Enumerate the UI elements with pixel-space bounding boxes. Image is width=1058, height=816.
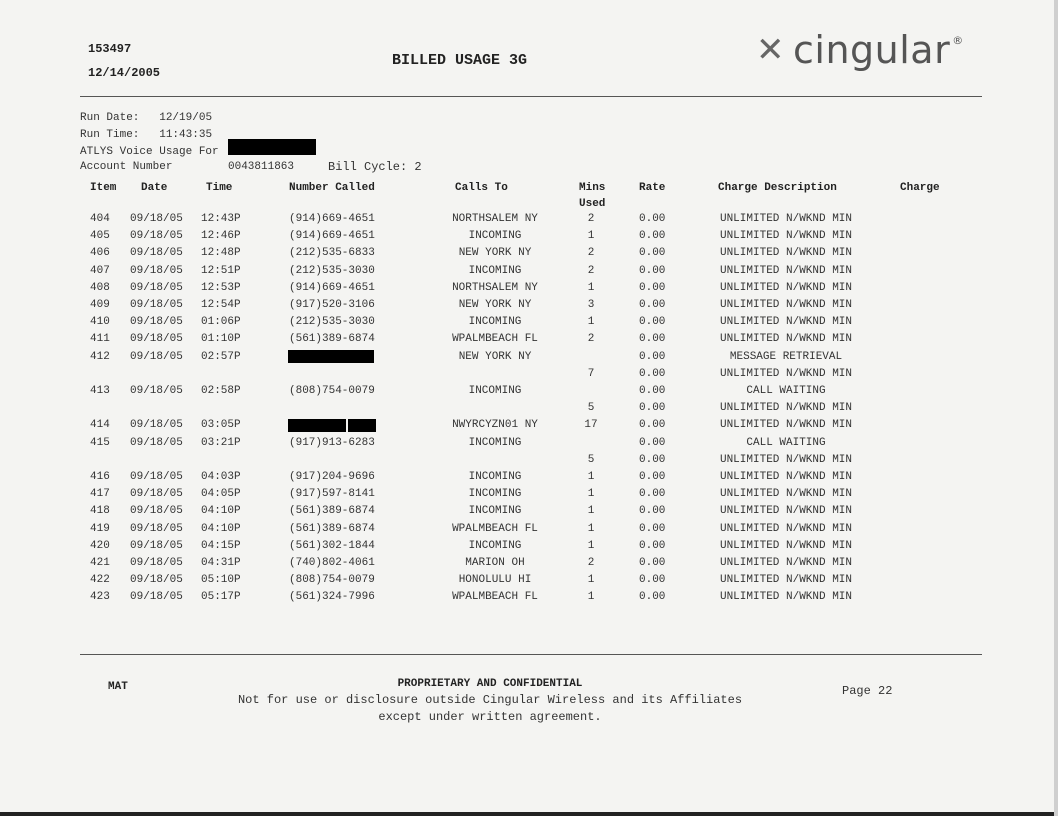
cell-charge-description: UNLIMITED N/WKND MIN <box>719 333 853 346</box>
cell-time: 03:05P <box>201 419 241 432</box>
table-row <box>0 488 1058 505</box>
cell-mins-used: 1 <box>587 471 595 483</box>
cell-time: 03:21P <box>201 436 241 449</box>
cell-charge-description: UNLIMITED N/WKND MIN <box>719 281 853 294</box>
cell-mins-used: 1 <box>587 539 595 552</box>
table-row <box>0 230 1058 247</box>
cell-calls-to: HONOLULU HI <box>458 574 532 587</box>
cell-number-called: (561)324-7996 <box>289 591 375 604</box>
cell-date: 09/18/05 <box>130 522 183 535</box>
cell-date: 09/18/05 <box>130 333 183 346</box>
cell-item: 411 <box>90 333 110 346</box>
cell-time: 12:46P <box>201 230 241 243</box>
run-date-value: 12/19/05 <box>159 112 213 124</box>
cell-item: 404 <box>90 213 110 225</box>
cell-mins-used: 1 <box>587 522 595 535</box>
redacted-number <box>288 419 346 432</box>
cell-mins-used: 2 <box>587 333 595 346</box>
table-row <box>0 402 1058 419</box>
cell-mins-used: 1 <box>587 230 595 243</box>
cell-calls-to: INCOMING <box>468 316 522 329</box>
table-row <box>0 540 1058 557</box>
cell-calls-to: NEW YORK NY <box>458 299 532 311</box>
cell-time: 04:05P <box>201 488 241 501</box>
cell-rate: 0.00 <box>639 247 666 260</box>
scan-edge <box>1054 0 1058 816</box>
table-row <box>0 505 1058 522</box>
cell-number-called: (561)389-6874 <box>289 505 375 518</box>
cell-rate: 0.00 <box>639 471 666 483</box>
cell-time: 04:10P <box>201 522 241 535</box>
run-date-label: Run Date: <box>80 112 140 124</box>
cell-mins-used: 2 <box>587 213 595 225</box>
cell-time: 05:10P <box>201 574 241 587</box>
cell-number-called: (561)389-6874 <box>289 522 375 535</box>
cell-date: 09/18/05 <box>130 471 183 483</box>
cell-charge-description: UNLIMITED N/WKND MIN <box>719 471 853 483</box>
table-row <box>0 419 1058 436</box>
cell-number-called: (917)597-8141 <box>289 488 375 501</box>
cell-calls-to: INCOMING <box>468 488 522 501</box>
cell-rate: 0.00 <box>639 591 666 604</box>
cell-rate: 0.00 <box>639 539 666 552</box>
cell-calls-to: INCOMING <box>468 505 522 518</box>
cell-calls-to: NEW YORK NY <box>458 350 532 363</box>
cell-calls-to: NORTHSALEM NY <box>452 281 538 294</box>
cell-rate: 0.00 <box>639 505 666 518</box>
cell-mins-used: 5 <box>587 402 595 415</box>
cell-item: 413 <box>90 385 110 397</box>
cell-rate: 0.00 <box>639 264 666 277</box>
cell-charge-description: UNLIMITED N/WKND MIN <box>719 230 853 243</box>
cell-date: 09/18/05 <box>130 230 183 243</box>
cell-rate: 0.00 <box>639 574 666 587</box>
cell-time: 01:10P <box>201 333 241 346</box>
cell-rate: 0.00 <box>639 402 666 415</box>
cell-time: 05:17P <box>201 591 241 604</box>
cell-mins-used: 17 <box>584 419 598 432</box>
col-header-time: Time <box>206 182 233 194</box>
table-row <box>0 574 1058 591</box>
cell-number-called: (917)204-9696 <box>289 471 375 483</box>
cell-mins-used: 1 <box>587 316 595 329</box>
table-row <box>0 437 1058 454</box>
cell-mins-used: 1 <box>587 488 595 501</box>
cell-mins-used: 2 <box>587 557 595 569</box>
cell-mins-used: 7 <box>587 367 595 380</box>
cell-rate: 0.00 <box>639 385 666 397</box>
run-time-line <box>80 129 212 141</box>
cell-item: 418 <box>90 505 110 518</box>
cell-item: 406 <box>90 247 110 260</box>
cell-mins-used: 1 <box>587 281 595 294</box>
account-line <box>80 161 172 173</box>
cell-number-called: (914)669-4651 <box>289 230 375 243</box>
cell-charge-description: CALL WAITING <box>746 436 826 449</box>
cell-charge-description: UNLIMITED N/WKND MIN <box>719 264 853 277</box>
cell-time: 12:51P <box>201 264 241 277</box>
col-header-charge-description: Charge Description <box>718 182 837 194</box>
cell-time: 04:03P <box>201 471 241 483</box>
cell-item: 408 <box>90 281 110 294</box>
document-date: 12/14/2005 <box>88 66 161 80</box>
cell-date: 09/18/05 <box>130 316 183 329</box>
cell-mins-used: 1 <box>587 591 595 604</box>
cell-charge-description: UNLIMITED N/WKND MIN <box>719 402 853 415</box>
cell-date: 09/18/05 <box>130 385 183 397</box>
cell-number-called: (914)669-4651 <box>289 213 375 225</box>
cell-rate: 0.00 <box>639 230 666 243</box>
table-row <box>0 591 1058 608</box>
cell-number-called: (740)802-4061 <box>289 557 375 569</box>
cell-date: 09/18/05 <box>130 419 183 432</box>
cell-calls-to: MARION OH <box>465 557 525 569</box>
account-label: Account Number <box>80 161 173 173</box>
cell-date: 09/18/05 <box>130 299 183 311</box>
cell-item: 414 <box>90 419 110 432</box>
table-row <box>0 213 1058 230</box>
cell-date: 09/18/05 <box>130 350 183 363</box>
cell-rate: 0.00 <box>639 281 666 294</box>
cell-number-called: (212)535-6833 <box>289 247 375 260</box>
col-header-calls-to: Calls To <box>455 182 508 194</box>
cell-date: 09/18/05 <box>130 247 183 260</box>
cell-charge-description: UNLIMITED N/WKND MIN <box>719 367 853 380</box>
cell-time: 12:53P <box>201 281 241 294</box>
footer-title: PROPRIETARY AND CONFIDENTIAL <box>397 678 583 690</box>
cell-calls-to: WPALMBEACH FL <box>452 522 538 535</box>
table-row <box>0 316 1058 333</box>
table-row <box>0 247 1058 264</box>
cell-charge-description: UNLIMITED N/WKND MIN <box>719 488 853 501</box>
cell-item: 421 <box>90 557 110 569</box>
cell-number-called: (212)535-3030 <box>289 316 375 329</box>
cell-date: 09/18/05 <box>130 264 183 277</box>
cell-time: 01:06P <box>201 316 241 329</box>
table-row <box>0 351 1058 368</box>
cell-mins-used: 2 <box>587 264 595 277</box>
table-row <box>0 471 1058 488</box>
cell-charge-description: UNLIMITED N/WKND MIN <box>719 591 853 604</box>
cell-charge-description: UNLIMITED N/WKND MIN <box>719 247 853 260</box>
page-number <box>842 684 892 698</box>
document-id: 153497 <box>88 42 132 56</box>
cell-time: 04:31P <box>201 557 241 569</box>
cell-date: 09/18/05 <box>130 539 183 552</box>
cell-date: 09/18/05 <box>130 591 183 604</box>
cell-rate: 0.00 <box>639 557 666 569</box>
redaction-block <box>228 139 316 155</box>
cell-rate: 0.00 <box>639 213 666 225</box>
cell-date: 09/18/05 <box>130 574 183 587</box>
cell-time: 04:15P <box>201 539 241 552</box>
page-value: 22 <box>878 684 893 698</box>
cell-charge-description: UNLIMITED N/WKND MIN <box>719 505 853 518</box>
usage-for-line <box>80 146 225 158</box>
cell-mins-used: 2 <box>587 247 595 260</box>
cell-item: 422 <box>90 574 110 587</box>
page-label: Page <box>842 684 871 698</box>
table-row <box>0 368 1058 385</box>
cell-calls-to: INCOMING <box>468 230 522 243</box>
header-divider <box>80 96 982 97</box>
bill-cycle-label: Bill Cycle: <box>328 160 408 174</box>
col-header-used: Used <box>579 198 606 210</box>
bill-cycle <box>328 160 422 174</box>
table-row <box>0 299 1058 316</box>
run-date-line <box>80 112 212 124</box>
cell-date: 09/18/05 <box>130 557 183 569</box>
cell-rate: 0.00 <box>639 488 666 501</box>
table-row <box>0 333 1058 350</box>
cell-time: 04:10P <box>201 505 241 518</box>
col-header-mins: Mins <box>579 182 606 194</box>
registered-mark: ® <box>952 34 964 47</box>
cell-calls-to: INCOMING <box>468 385 522 397</box>
cell-number-called: (808)754-0079 <box>289 574 375 587</box>
cell-calls-to: NWYRCYZN01 NY <box>452 419 538 432</box>
cell-calls-to: INCOMING <box>468 436 522 449</box>
cell-charge-description: UNLIMITED N/WKND MIN <box>719 522 853 535</box>
cell-time: 12:43P <box>201 213 241 225</box>
cell-number-called: (917)913-6283 <box>289 436 375 449</box>
cell-charge-description: UNLIMITED N/WKND MIN <box>719 316 853 329</box>
footer-divider <box>80 654 982 655</box>
cell-rate: 0.00 <box>639 333 666 346</box>
cell-number-called: (561)389-6874 <box>289 333 375 346</box>
cell-item: 407 <box>90 264 110 277</box>
cell-mins-used: 5 <box>587 453 595 466</box>
cell-charge-description: UNLIMITED N/WKND MIN <box>719 419 853 432</box>
cell-calls-to: INCOMING <box>468 264 522 277</box>
cell-date: 09/18/05 <box>130 505 183 518</box>
cell-calls-to: INCOMING <box>468 539 522 552</box>
cell-charge-description: UNLIMITED N/WKND MIN <box>719 299 853 311</box>
cell-item: 405 <box>90 230 110 243</box>
cell-date: 09/18/05 <box>130 213 183 225</box>
cell-charge-description: UNLIMITED N/WKND MIN <box>719 453 853 466</box>
cell-mins-used: 1 <box>587 505 595 518</box>
cell-calls-to: NORTHSALEM NY <box>452 213 538 225</box>
cell-item: 423 <box>90 591 110 604</box>
cell-date: 09/18/05 <box>130 281 183 294</box>
cell-charge-description: UNLIMITED N/WKND MIN <box>719 574 853 587</box>
cell-charge-description: MESSAGE RETRIEVAL <box>729 350 843 363</box>
redacted-number <box>348 419 376 432</box>
bill-cycle-value: 2 <box>414 160 422 174</box>
account-number: 0043811863 <box>228 161 295 173</box>
cell-time: 12:48P <box>201 247 241 260</box>
table-row <box>0 385 1058 402</box>
cell-date: 09/18/05 <box>130 436 183 449</box>
cell-item: 409 <box>90 299 110 311</box>
cell-charge-description: UNLIMITED N/WKND MIN <box>719 539 853 552</box>
cell-mins-used: 1 <box>587 574 595 587</box>
cell-calls-to: INCOMING <box>468 471 522 483</box>
run-time-value: 11:43:35 <box>159 129 213 141</box>
cell-rate: 0.00 <box>639 419 666 432</box>
col-header-date: Date <box>141 182 168 194</box>
logo-text: cingular <box>793 28 951 72</box>
col-header-rate: Rate <box>639 182 666 194</box>
cell-date: 09/18/05 <box>130 488 183 501</box>
cell-number-called: (914)669-4651 <box>289 281 375 294</box>
cell-rate: 0.00 <box>639 436 666 449</box>
cell-item: 416 <box>90 471 110 483</box>
cell-rate: 0.00 <box>639 522 666 535</box>
cell-charge-description: UNLIMITED N/WKND MIN <box>719 557 853 569</box>
scan-edge <box>0 812 1058 816</box>
cell-time: 02:57P <box>201 350 241 363</box>
col-header-charge: Charge <box>900 182 940 194</box>
cell-calls-to: WPALMBEACH FL <box>452 591 538 604</box>
run-time-label: Run Time: <box>80 129 140 141</box>
cell-charge-description: UNLIMITED N/WKND MIN <box>719 213 853 225</box>
cell-item: 417 <box>90 488 110 501</box>
redacted-number <box>288 350 374 363</box>
page-title: BILLED USAGE 3G <box>392 52 528 69</box>
footer-initials: MAT <box>108 681 128 693</box>
cell-number-called: (917)520-3106 <box>289 299 375 311</box>
cell-rate: 0.00 <box>639 453 666 466</box>
footer-line-2: except under written agreement. <box>378 710 602 724</box>
cell-time: 12:54P <box>201 299 241 311</box>
cingular-logo <box>756 28 964 72</box>
table-row <box>0 265 1058 282</box>
col-header-item: Item <box>90 182 117 194</box>
table-row <box>0 557 1058 574</box>
cingular-logo-icon: ✕ <box>756 30 785 70</box>
cell-number-called: (212)535-3030 <box>289 264 375 277</box>
table-row <box>0 282 1058 299</box>
table-row <box>0 454 1058 471</box>
cell-number-called: (808)754-0079 <box>289 385 375 397</box>
cell-calls-to: WPALMBEACH FL <box>452 333 538 346</box>
cell-rate: 0.00 <box>639 316 666 329</box>
table-row <box>0 523 1058 540</box>
cell-rate: 0.00 <box>639 367 666 380</box>
cell-charge-description: CALL WAITING <box>746 385 826 397</box>
cell-calls-to: NEW YORK NY <box>458 247 532 260</box>
cell-item: 412 <box>90 350 110 363</box>
cell-mins-used: 3 <box>587 299 595 311</box>
cell-item: 410 <box>90 316 110 329</box>
cell-item: 420 <box>90 539 110 552</box>
cell-time: 02:58P <box>201 385 241 397</box>
cell-number-called: (561)302-1844 <box>289 539 375 552</box>
footer-line-1: Not for use or disclosure outside Cingular Wireless and its Affiliates <box>237 693 743 707</box>
cell-rate: 0.00 <box>639 299 666 311</box>
col-header-number-called: Number Called <box>289 182 375 194</box>
usage-for-label: ATLYS Voice Usage For <box>80 146 219 158</box>
cell-item: 415 <box>90 436 110 449</box>
cell-rate: 0.00 <box>639 350 666 363</box>
cell-item: 419 <box>90 522 110 535</box>
